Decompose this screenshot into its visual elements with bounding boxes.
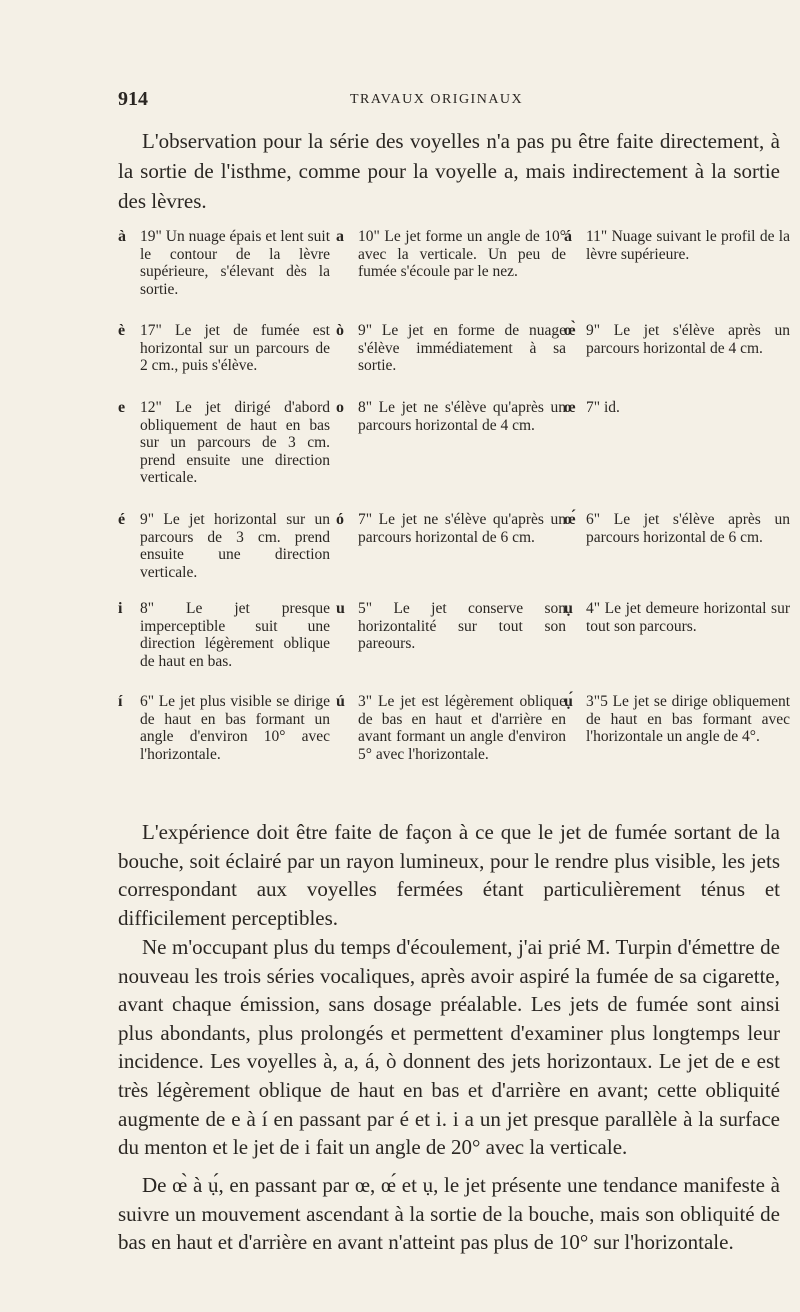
entry-text: 9" Le jet en forme de nuage s'élève immédiatement à sa sortie. [358,322,566,374]
vowel-label: è [118,322,126,339]
vowel-label: œ̀ [564,322,576,339]
table-entry [336,600,566,653]
vowel-label: œ́ [564,511,576,528]
entry-text: 7" id. [586,399,620,416]
entry-text: 10" Le jet forme un angle de 10° avec la verticale. Un peu de fumée s'écoule par le nez. [358,228,566,280]
entry-text: 8" Le jet ne s'élève qu'après un parcours horizontal de 4 cm. [358,399,566,434]
entry-text: 7" Le jet ne s'élève qu'après un parcours horizontal de 6 cm. [358,511,566,546]
table-entry [564,228,790,263]
page-number: 914 [118,88,148,110]
vowel-label: u [336,600,345,617]
vowel-label: á [564,228,572,245]
table-entry [118,600,330,670]
entry-text: 3" Le jet est légèrement oblique de bas en haut et d'arrière en avant formant un angle d'environ 5° avec l'horizontale. [358,693,566,763]
entry-text: 8" Le jet presque imperceptible suit une direction légèrement oblique de haut en bas. [140,600,330,670]
vowel-label: ụ [564,600,573,617]
table-entry [336,399,566,434]
vowel-label: ú [336,693,345,710]
table-entry [118,322,330,375]
body-paragraph: Ne m'occupant plus du temps d'écoulement, j'ai prié M. Turpin d'émettre de nouveau les trois séries vocaliques, après avoir aspiré la fumée de sa cigarette, avant chaque émission, sans dosage préalable. Les jets de fumée sont ainsi plus abondants, plus prolongés et permettent d'examiner plus longtemps leur incidence. Les voyelles à, a, á, ò donnent des jets horizontaux. Le jet de e est très légèrement oblique de haut en bas et d'arrière en avant; cette obliquité augmente de e à í en passant par é et i. i a un jet presque parallèle à la surface du menton et le jet de i fait un angle de 20° avec la verticale. [118,935,780,1160]
table-entry [564,511,790,546]
intro-paragraph: L'observation pour la série des voyelles n'a pas pu être faite directement, à la sortie de l'isthme, comme pour la voyelle a, mais indirectement à la sortie des lèvres. [118,129,780,213]
table-entry [336,693,566,763]
entry-text: 11" Nuage suivant le profil de la lèvre supérieure. [586,228,790,263]
table-entry [564,600,790,635]
body-paragraph: L'expérience doit être faite de façon à ce que le jet de fumée sortant de la bouche, soit éclairé par un rayon lumineux, pour le rendre plus visible, les jets correspondant aux voyelles fermées étant particulièrement ténus et difficilement perceptibles. [118,820,780,930]
table-entry [336,322,566,375]
page-header [118,88,778,118]
table-entry [336,228,566,281]
vowel-label: ó [336,511,344,528]
vowel-label: e [118,399,126,416]
entry-text: 9" Le jet s'élève après un parcours horizontal de 4 cm. [586,322,790,357]
entry-text: 5" Le jet conserve son horizontalité sur tout son pareours. [358,600,566,652]
table-entry [564,693,790,746]
body-paragraph: De œ̀ à ụ́, en passant par œ, œ́ et ụ, le jet présente une tendance manifeste à suivre un mouvement ascendant à la sortie de la bouche, mais son obliquité de bas en haut et d'arrière en avant n'atteint pas plus de 10° sur l'horizontale. [118,1173,780,1255]
vowel-label: i [118,600,123,617]
entry-text: 9" Le jet horizontal sur un parcours de 3 cm. prend ensuite une direction verticale. [140,511,330,581]
vowel-label: o [336,399,344,416]
vowel-table [118,228,788,800]
entry-text: 19" Un nuage épais et lent suit le contour de la lèvre supérieure, s'élevant dès la sortie. [140,228,330,298]
running-head: TRAVAUX ORIGINAUX [350,92,524,107]
vowel-label: à [118,228,126,245]
vowel-label: é [118,511,126,528]
vowel-label: ụ́ [564,693,573,710]
table-entry [336,511,566,546]
entry-text: 12" Le jet dirigé d'abord obliquement de haut en bas sur un parcours de 3 cm. prend ensuite une direction verticale. [140,399,330,486]
table-entry [564,322,790,357]
vowel-label: a [336,228,344,245]
entry-text: 3"5 Le jet se dirige obliquement de haut en bas formant avec l'horizontale un angle de 4°. [586,693,790,745]
entry-text: 6" Le jet s'élève après un parcours horizontal de 6 cm. [586,511,790,546]
vowel-label: ò [336,322,344,339]
table-entry [118,399,330,487]
table-entry [118,228,330,298]
table-entry [118,511,330,581]
vowel-label: œ [564,399,576,416]
table-entry [564,399,790,417]
vowel-label: í [118,693,123,710]
entry-text: 17" Le jet de fumée est horizontal sur un parcours de 2 cm., puis s'élève. [140,322,330,374]
entry-text: 4" Le jet demeure horizontal sur tout son parcours. [586,600,790,635]
entry-text: 6" Le jet plus visible se dirige de haut en bas formant un angle d'environ 10° avec l'horizontale. [140,693,330,763]
table-entry [118,693,330,763]
